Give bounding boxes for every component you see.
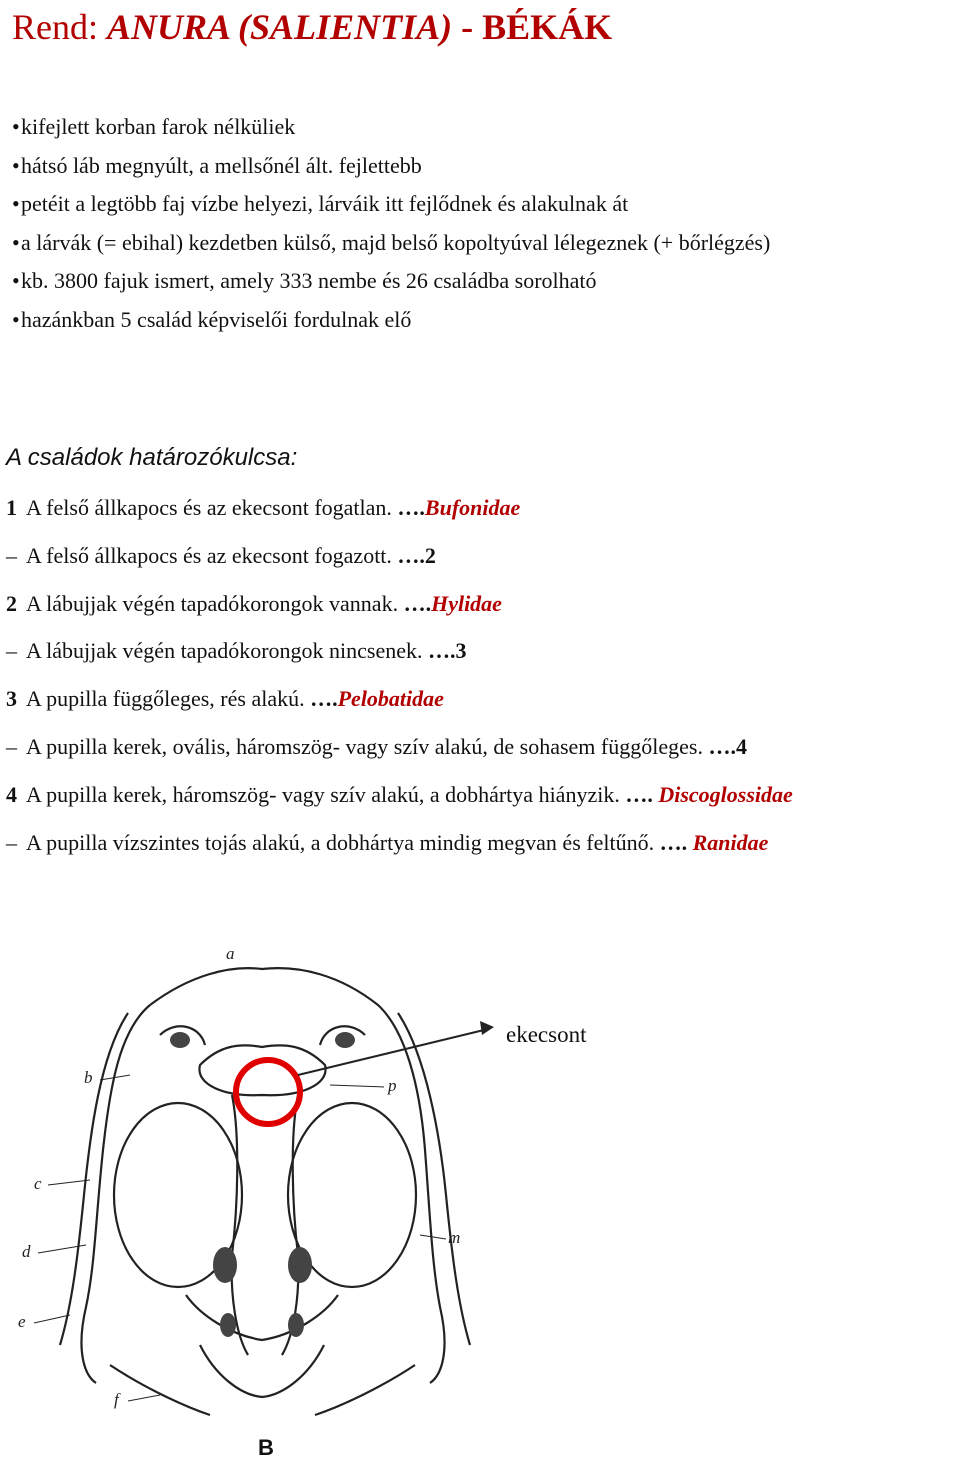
key-couplet-text: A felső állkapocs és az ekecsont fogatlan. xyxy=(26,495,392,520)
vomer-highlight-circle xyxy=(236,1060,300,1124)
diagram-labels xyxy=(18,944,460,1409)
list-item: •petéit a legtöbb faj vízbe helyezi, lárváik itt fejlődnek és alakulnak át xyxy=(12,185,770,224)
label-p: p xyxy=(388,1076,397,1095)
key-leader-dots: …. xyxy=(391,542,425,568)
callout-arrow-line xyxy=(298,1030,484,1075)
key-couplet-text: A pupilla függőleges, rés alakú. xyxy=(26,686,305,712)
key-couplet-text: A lábujjak végén tapadókorongok nincsenek. xyxy=(26,638,423,664)
list-item: •kb. 3800 fajuk ismert, amely 333 nembe és 26 családba sorolható xyxy=(12,262,770,301)
key-next-step: 4 xyxy=(735,733,747,759)
key-heading: A családok határozókulcsa: xyxy=(6,444,298,471)
bullet-icon: • xyxy=(12,152,20,178)
key-step-number: 4 xyxy=(6,781,17,807)
key-family-result: Discoglossidae xyxy=(658,781,793,807)
list-item: •kifejlett korban farok nélküliek xyxy=(12,108,770,147)
key-leader-dots: …. xyxy=(398,590,432,616)
label-c: c xyxy=(34,1174,42,1193)
key-leader-dots: …. xyxy=(391,495,425,520)
key-alternative-dash: – xyxy=(6,638,17,664)
key-leader-dots: …. xyxy=(654,829,693,855)
label-f: f xyxy=(114,1390,119,1409)
key-alternative-dash: – xyxy=(6,733,17,759)
key-leader-dots: …. xyxy=(702,733,736,759)
key-row xyxy=(6,490,793,538)
label-a: a xyxy=(226,944,235,963)
key-row xyxy=(6,681,793,729)
key-next-step: 2 xyxy=(424,542,436,568)
key-couplet-text: A pupilla kerek, háromszög- vagy szív alakú, a dobhártya hiányzik. xyxy=(26,781,620,807)
key-couplet-text: A felső állkapocs és az ekecsont fogazott. xyxy=(26,542,392,568)
list-item: •hazánkban 5 család képviselői fordulnak elő xyxy=(12,301,770,340)
bullet-icon: • xyxy=(12,306,20,332)
key-row xyxy=(6,777,793,825)
identification-key xyxy=(6,490,793,872)
label-b: b xyxy=(84,1068,93,1087)
label-d: d xyxy=(22,1242,31,1261)
bullet-icon: • xyxy=(12,114,20,139)
label-m: m xyxy=(448,1228,461,1247)
key-family-result: Hylidae xyxy=(431,590,502,616)
title-separator: - xyxy=(452,7,483,47)
key-couplet-text: A lábujjak végén tapadókorongok vannak. xyxy=(26,590,399,616)
bullet-icon: • xyxy=(12,268,20,293)
key-step-number: 1 xyxy=(6,495,17,520)
title-prefix: Rend: xyxy=(12,7,107,47)
key-family-result: Bufonidae xyxy=(424,495,521,520)
skull-outline xyxy=(60,968,470,1415)
key-step-number: 3 xyxy=(6,686,17,712)
key-leader-dots: …. xyxy=(422,638,456,664)
key-next-step: 3 xyxy=(455,638,467,664)
title-common-name: BÉKÁK xyxy=(482,7,613,47)
key-family-result: Ranidae xyxy=(692,829,769,855)
page-title xyxy=(12,6,612,48)
vomer-callout-label: ekecsont xyxy=(506,1022,587,1047)
title-order: ANURA (SALIENTIA) xyxy=(107,7,453,47)
key-step-number: 2 xyxy=(6,590,17,616)
key-couplet-text: A pupilla vízszintes tojás alakú, a dobhártya mindig megvan és feltűnő. xyxy=(26,829,655,855)
key-couplet-text: A pupilla kerek, ovális, háromszög- vagy szív alakú, de sohasem függőleges. xyxy=(26,733,703,759)
characteristics-list xyxy=(12,108,770,339)
key-row xyxy=(6,586,793,634)
callout-arrow-icon xyxy=(480,1021,494,1035)
list-item: •hátsó láb megnyúlt, a mellsőnél ált. fejlettebb xyxy=(12,147,770,186)
key-leader-dots: …. xyxy=(619,781,659,807)
bullet-icon: • xyxy=(12,229,20,255)
skull-diagram xyxy=(0,935,960,1464)
panel-letter: B xyxy=(258,1435,274,1460)
list-item: •a lárvák (= ebihal) kezdetben külső, majd belső kopoltyúval lélegeznek (+ bőrlégzés) xyxy=(12,224,770,263)
key-row xyxy=(6,633,793,681)
label-e: e xyxy=(18,1312,26,1331)
key-family-result: Pelobatidae xyxy=(337,686,444,712)
key-alternative-dash: – xyxy=(6,829,17,855)
skull-shading xyxy=(170,1032,355,1337)
key-alternative-dash: – xyxy=(6,542,17,568)
key-leader-dots: …. xyxy=(304,686,338,712)
key-row xyxy=(6,538,793,586)
bullet-icon: • xyxy=(12,191,20,216)
key-row xyxy=(6,729,793,777)
key-row xyxy=(6,825,793,873)
